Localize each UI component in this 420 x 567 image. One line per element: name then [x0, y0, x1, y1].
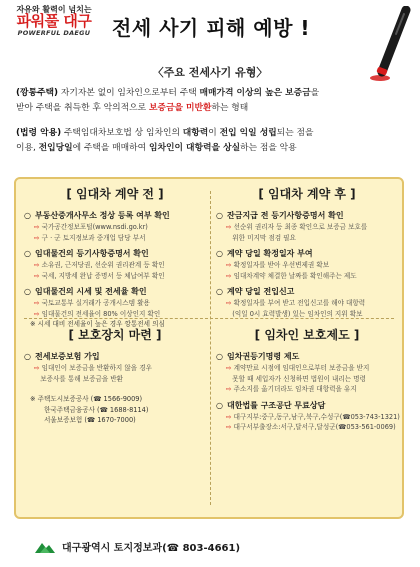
subtitle: 〈주요 전세사기 유형〉: [152, 66, 268, 79]
item-detail: ⇨ 임대물건의 전세율이 80% 이상인지 확인: [34, 309, 161, 318]
footer-contact: 대구광역시 토지정보과(☎ 803-4661): [62, 543, 241, 554]
checklist-item: ○ 대한법률 구조공단 무료상담: [216, 400, 326, 410]
intro-term: (법령 악용): [16, 128, 62, 138]
highlight: 전입 익일 성립: [219, 128, 277, 138]
item-detail: ⇨ 국세, 지방세 완납 증명서 등 체납여부 확인: [34, 271, 165, 280]
checklist-item: ○ 계약 당일 확정일자 부여: [216, 249, 313, 258]
item-detail: ⇨ 주소지를 옮기더라도 임차권 대항력을 유지: [226, 385, 357, 393]
daegu-logo-icon: [34, 540, 56, 554]
intro-paragraph-1: (깡통주택) 자기자본 없이 임차인으로부터 주택 매매가격 이상의 높은 보증금을 받아 주택을 취득한 후 악의적으로 보증금을 미반환하는 형태: [16, 88, 320, 113]
item-detail: ⇨ 국토교통부 실거래가 공개시스템 활용: [34, 299, 150, 307]
section-after-contract: [216, 183, 398, 319]
page-title: 전세 사기 피해 예방 !: [112, 16, 311, 40]
section-title: [ 임차인 보호제도 ]: [254, 328, 360, 342]
item-detail: ⇨ 선순위 권리자 등 최종 확인으로 보증금 보호를: [226, 223, 368, 231]
item-detail: ⇨ 임대차계약 체결한 날짜를 확인해주는 제도: [226, 271, 357, 280]
highlight: 보증금을 미반환: [148, 103, 212, 113]
section-title: [ 보호장치 마련 ]: [68, 328, 162, 342]
info-board: [14, 177, 404, 519]
highlight: 임차인이 대항력을 상실: [148, 143, 241, 153]
checklist-item: ○ 임대물건의 등기사항증명서 확인: [24, 249, 149, 258]
item-detail: ⇨ 확정일자를 부여 받고 전입신고를 해야 대항력: [226, 299, 366, 307]
brand-name: 파워풀 대구: [16, 12, 92, 31]
item-detail: ⇨ 국가공간정보포털(www.nsdi.go.kr): [34, 223, 148, 231]
item-detail: 보증사를 통해 보증금을 반환: [40, 374, 124, 383]
item-detail: ⇨ 확정일자를 받아 우선변제권 확보: [226, 261, 330, 269]
item-detail: ⇨ 대구서부출장소:서구,달서구,달성군(☎053-561-0069): [226, 423, 396, 431]
brand-english: POWERFUL DAEGU: [17, 29, 91, 38]
checklist-item: ○ 전세보증보험 가입: [24, 352, 100, 361]
warning-note: ※ 시세 대비 전세율이 높은 경우 깡통전세 의심: [30, 320, 165, 328]
item-detail: ⇨ 구 · 군 토지정보과 중개업 담당 부서: [34, 233, 146, 242]
highlight: 전입당일: [38, 143, 73, 153]
brand-tagline: 자유와 활력이 넘치는: [16, 5, 92, 14]
section-title: [ 임대차 계약 후 ]: [258, 187, 356, 201]
checklist-item: ○ 임차권등기명령 제도: [216, 352, 300, 361]
item-detail: ⇨ 소유권, 근저당권, 선순위 권리관계 등 확인: [34, 261, 165, 269]
checklist-item: ○ 잔금지급 전 등기사항증명서 확인: [216, 211, 344, 220]
contact-list: [24, 394, 206, 426]
divider-vertical: [210, 191, 211, 505]
item-detail: ⇨ 계약만료 시점에 임대인으로부터 보증금을 받지: [226, 364, 370, 372]
contact-entry: 한국주택금융공사 (☎ 1688-8114): [44, 405, 149, 414]
checklist-item: ○ 부동산중개사무소 정상 등록 여부 확인: [24, 211, 170, 220]
section-title: [ 임대차 계약 전 ]: [66, 187, 164, 201]
intro-paragraph-2: (법령 악용) 주택임대차보호법 상 임차인의 대항력이 전입 익일 성립되는 점을 이용, 전입당일에 주택을 매매하여 임차인이 대항력을 상실하는 점을 악용: [16, 128, 314, 153]
section-protection-device: [24, 324, 206, 426]
intro-term: (깡통주택): [16, 88, 59, 98]
highlight: 매매가격 이상의 높은 보증금: [199, 88, 311, 98]
item-detail: ⇨ 임대인이 보증금을 반환하지 않을 경우: [34, 364, 152, 372]
highlight: 대항력: [182, 128, 209, 138]
checklist-item: ○ 임대물건의 시세 및 전세율 확인: [24, 287, 147, 296]
item-detail: (익일 0시 효력발생) 있는 임차인의 지위 확보: [232, 309, 363, 318]
item-detail: ⇨ 대구지부:중구,동구,남구,북구,수성구(☎053-743-1321): [226, 412, 400, 421]
contact-entry: ※ 주택도시보증공사 (☎ 1566-9009): [30, 395, 143, 403]
item-detail: 못할 때 세입자가 신청하면 법원이 내리는 명령: [232, 374, 366, 383]
section-tenant-protection: [216, 324, 398, 433]
item-detail: 위한 미지막 점검 필요: [232, 233, 296, 242]
footer: [34, 539, 240, 554]
contact-entry: 서울보증보험 (☎ 1670-7000): [44, 416, 136, 424]
section-before-contract: [24, 183, 206, 330]
checklist-item: ○ 계약 당일 전입신고: [216, 287, 295, 296]
brand-logo: [8, 6, 100, 37]
